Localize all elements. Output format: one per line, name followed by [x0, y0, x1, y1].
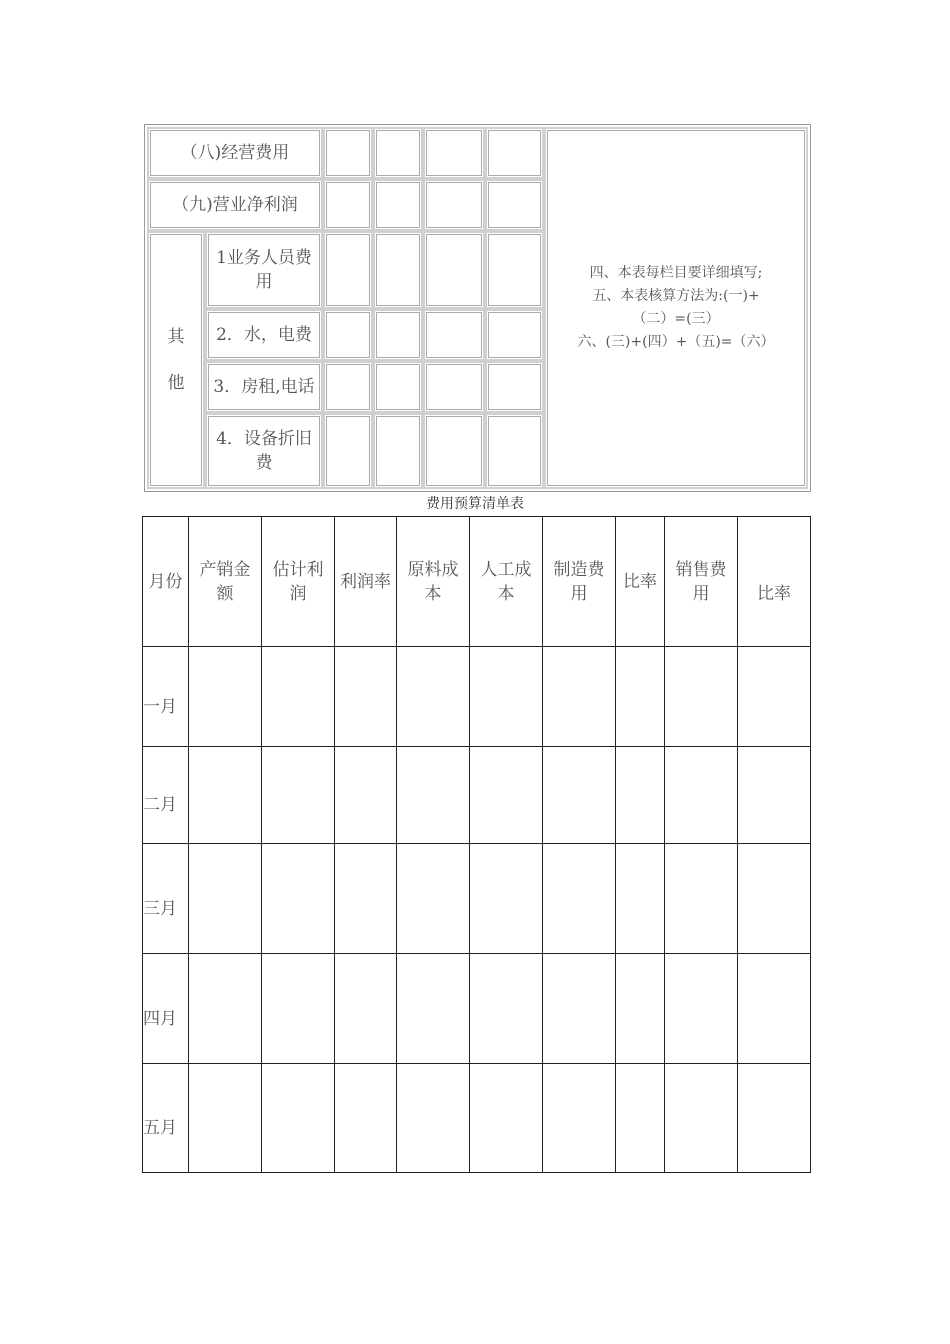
month-label: 五月 — [143, 1064, 189, 1173]
table-cell — [397, 747, 470, 844]
table-cell — [323, 309, 373, 361]
header-ratio: 比率 — [616, 517, 665, 647]
table-cell — [485, 231, 544, 309]
table-cell — [470, 954, 543, 1064]
table-cell — [423, 413, 485, 489]
depreciation-label: 4．设备折旧费 — [205, 413, 323, 489]
table-cell — [189, 1064, 262, 1173]
budget-table — [142, 516, 811, 1173]
month-label: 四月 — [143, 954, 189, 1064]
table-cell — [485, 127, 544, 179]
note-line: （二）=(三） — [632, 311, 720, 327]
header-sales-amount: 产销金额 — [189, 517, 262, 647]
table-cell — [262, 844, 335, 954]
note-line: 六、(三)+(四）+（五)=（六） — [577, 334, 775, 350]
table-cell — [397, 1064, 470, 1173]
header-material-cost: 原料成本 — [397, 517, 470, 647]
other-group-label: 其 他 — [147, 231, 205, 489]
table-cell — [485, 179, 544, 231]
table-cell — [262, 1064, 335, 1173]
note-line: 四、本表每栏目要详细填写; — [589, 265, 763, 281]
header-ratio-2: 比率 — [738, 517, 811, 647]
table-cell — [738, 844, 811, 954]
table-cell — [665, 1064, 738, 1173]
month-label: 一月 — [143, 647, 189, 747]
table-cell — [397, 954, 470, 1064]
header-row — [143, 517, 811, 647]
table-cell — [323, 361, 373, 413]
table-cell — [423, 127, 485, 179]
table-cell — [470, 647, 543, 747]
table-cell — [189, 647, 262, 747]
table-cell — [189, 954, 262, 1064]
operating-expenses-label: （八)经营费用 — [147, 127, 323, 179]
table-cell — [485, 309, 544, 361]
table-cell — [323, 231, 373, 309]
table-cell — [323, 413, 373, 489]
table-cell — [616, 747, 665, 844]
header-profit-rate: 利润率 — [335, 517, 397, 647]
month-label: 三月 — [143, 844, 189, 954]
table-cell — [262, 954, 335, 1064]
table-cell — [373, 179, 423, 231]
table-cell — [189, 844, 262, 954]
table-cell — [543, 844, 616, 954]
header-estimated-profit: 估计利润 — [262, 517, 335, 647]
header-month: 月份 — [143, 517, 189, 647]
staff-expense-label: 1业务人员费用 — [205, 231, 323, 309]
table-cell — [397, 844, 470, 954]
header-manufacturing-cost: 制造费用 — [543, 517, 616, 647]
table-cell — [738, 647, 811, 747]
utilities-label: 2．水，电费 — [205, 309, 323, 361]
table-cell — [423, 231, 485, 309]
table-cell — [423, 361, 485, 413]
note-line: 五、本表核算方法为:(一)+ — [592, 288, 760, 304]
table-cell — [335, 1064, 397, 1173]
table-cell — [397, 647, 470, 747]
table-row — [143, 954, 811, 1064]
table-cell — [738, 747, 811, 844]
table-cell — [323, 179, 373, 231]
table-cell — [373, 361, 423, 413]
table-cell — [262, 747, 335, 844]
table-cell — [485, 361, 544, 413]
table-cell — [616, 954, 665, 1064]
table-cell — [616, 844, 665, 954]
table-cell — [470, 747, 543, 844]
month-label: 二月 — [143, 747, 189, 844]
table-row — [143, 747, 811, 844]
table-row — [143, 1064, 811, 1173]
table-cell — [335, 844, 397, 954]
table-cell — [543, 747, 616, 844]
header-labor-cost: 人工成本 — [470, 517, 543, 647]
table-cell — [373, 309, 423, 361]
table-cell — [543, 647, 616, 747]
table-cell — [665, 954, 738, 1064]
table-cell — [665, 647, 738, 747]
table-cell — [373, 413, 423, 489]
table-cell — [335, 647, 397, 747]
expense-summary-table — [144, 124, 811, 492]
table-caption: 费用预算清单表 — [426, 496, 524, 512]
table-cell — [335, 747, 397, 844]
table-cell — [470, 1064, 543, 1173]
rent-phone-label: 3．房租,电话 — [205, 361, 323, 413]
table-cell — [423, 309, 485, 361]
table-cell — [373, 127, 423, 179]
table-cell — [616, 1064, 665, 1173]
table-cell — [485, 413, 544, 489]
header-selling-expense: 销售费用 — [665, 517, 738, 647]
table-cell — [665, 844, 738, 954]
table-cell — [665, 747, 738, 844]
table-cell — [189, 747, 262, 844]
net-profit-label: （九)营业净利润 — [147, 179, 323, 231]
table-cell — [616, 647, 665, 747]
table-cell — [543, 1064, 616, 1173]
table-cell — [738, 954, 811, 1064]
table-cell — [470, 844, 543, 954]
table-row — [143, 844, 811, 954]
table-row — [143, 647, 811, 747]
table-cell — [373, 231, 423, 309]
notes-cell — [544, 127, 808, 489]
table-cell — [738, 1064, 811, 1173]
table-cell — [335, 954, 397, 1064]
table-cell — [262, 647, 335, 747]
table-cell — [423, 179, 485, 231]
table-cell — [543, 954, 616, 1064]
table-cell — [323, 127, 373, 179]
